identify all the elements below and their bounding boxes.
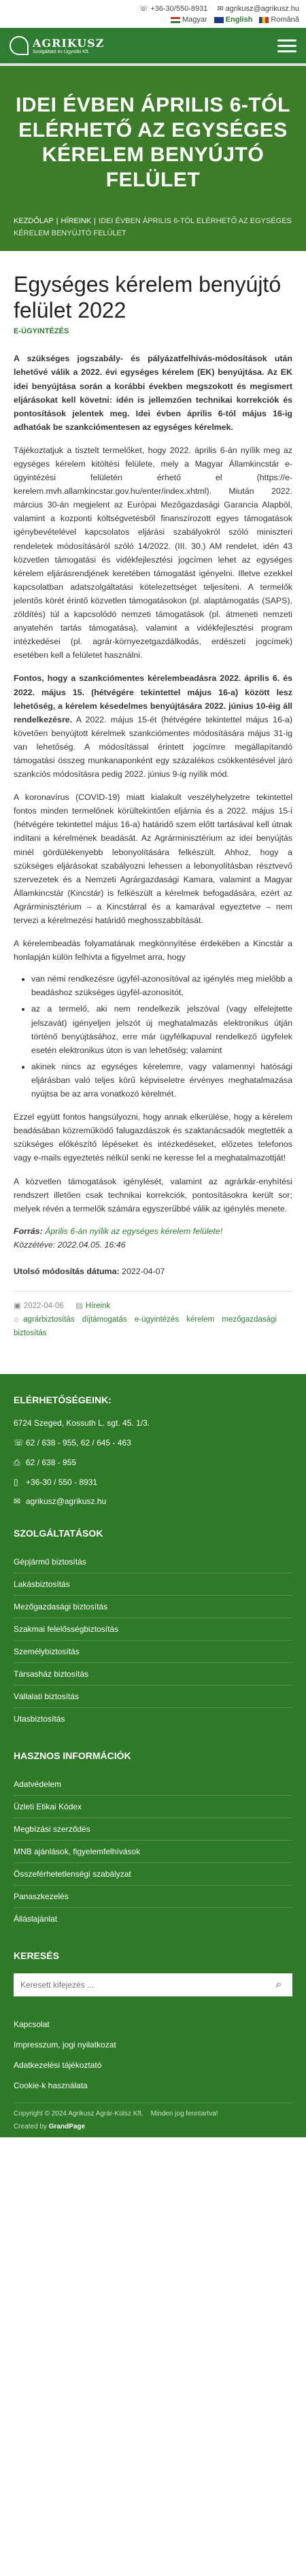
tag-icon: ⌂ <box>14 1316 18 1324</box>
article-lead: A szükséges jogszabály- és pályázatfelhívás-módosítások után lehetővé válik a 2022. évi egységes kérelem (EK) benyújtása. Az EK idei benyújtása során a korábbi években megszokott és megismert eljárásokat kell követni: idén is jellemzően technikai korrekciók és pontosítások jelentek meg. Idei évben április 6-tól május 16-ig adhatóak be szankciómentesen az egységes kérelmek. <box>14 354 292 432</box>
tag-link[interactable]: agrárbiztosítás <box>23 1316 75 1324</box>
article <box>0 251 306 1354</box>
info-link[interactable]: Megbízási szerződés <box>14 1818 292 1841</box>
search-button[interactable] <box>265 1973 292 1996</box>
email-link[interactable]: ✉ agrikusz@agrikusz.hu <box>217 5 299 13</box>
lang-english[interactable]: English <box>214 16 253 24</box>
credit-prefix: Created by <box>14 2123 47 2131</box>
fax-icon: ⎙ <box>14 1457 20 1467</box>
phone-row[interactable] <box>14 1437 292 1449</box>
article-bullet-list <box>14 972 292 1101</box>
info-link[interactable]: Üzleti Etikai Kódex <box>14 1796 292 1818</box>
list-item: • van némi rendkezésre ügyfél-azonosítóval az igénylés meg mielőbb a beadáshoz szükséges ügyfél-azonosítót, <box>31 972 292 999</box>
service-link[interactable]: Szakmai felelősségbiztosítás <box>14 1618 292 1641</box>
folder-icon: ▤ <box>75 1302 83 1311</box>
article-meta <box>14 1291 292 1340</box>
article-paragraph: A kérelembeadás folyamatának megkönnyítése érdekében a Kincstár a honlapján külön felhívta a figyelmet arra, hogy <box>14 939 292 963</box>
search-form <box>14 1973 292 1996</box>
footer-link[interactable]: Cookie-k használata <box>14 2081 88 2091</box>
fax-row[interactable] <box>14 1457 292 1469</box>
service-link[interactable]: Gépjármű biztosítás <box>14 1551 292 1573</box>
phone-text: +36-30/550-8931 <box>150 5 208 13</box>
service-link[interactable]: Társasház biztosítás <box>14 1663 292 1686</box>
list-item: • akinek nincs az egységes kérelemre, vagy valamennyi hatósági eljárásban való teljes körű képviseletre érvényes meghatalmazása nyújtsa be az arra vonatkozó kérelmét. <box>31 1060 292 1101</box>
source-label: Forrás: <box>14 1226 43 1236</box>
tag-link[interactable]: díjtámogatás <box>82 1316 127 1324</box>
article-paragraph: A közvetlen támogatások igénylését, valamint az agrárkár-enyhítési rendszert illetően csak technikai korrekciók, pontosításokra került sor; melyek révén a termelők számára egyszerűbbé válik az igénylés menete. <box>14 1176 292 1214</box>
logo-subtitle: Szolgáltató és Ügynöki Kft. <box>33 50 90 54</box>
mobile-row[interactable] <box>14 1477 292 1488</box>
phone-link[interactable]: ☏ +36-30/550-8931 <box>139 5 208 13</box>
info-link[interactable]: Összeférhetetlenségi szabályzat <box>14 1863 292 1886</box>
copyright-text: Copyright © 2024 Agrikusz Agrár-Külsz Kft. <box>14 2110 143 2118</box>
footer-link[interactable]: Impresszum, jogi nyilatkozat <box>14 2040 116 2050</box>
article-title: Egységes kérelem benyújtó felület 2022 <box>14 271 282 322</box>
phone-text: 62 / 638 - 955, 62 / 645 - 463 <box>26 1437 131 1448</box>
email-text: agrikusz@agrikusz.hu <box>225 5 299 13</box>
info-link[interactable]: Álláslajánlat <box>14 1914 58 1924</box>
tag-link[interactable]: kérelem <box>186 1316 215 1324</box>
article-paragraph: A koronavírus (COVID-19) miatt kialakult veszélyhelyzetre tekintettel fontos minden termelőnek körültekintően eljárnia és a 2022. május 15-i (hétvégére tekintettel május 16-a) határidő szem előtt tartásával kell útnak indítani a kérelmének beadását. Az Agrárminisztérium az idei benyújtás minél gördülékenyebb lebonyolítására felkészült. Ahhoz, hogy a szükséges eljárásokat szabályozni lehessen a lebonyolításban résztvevő szervezetek és a Nemzeti Agrárgazdasági Kamara, valamint a Magyar Államkincstár (Kincstár) is felkészült a kérelmek befogadására, ezért az Agrárminisztérium – a Kincstárral és a kamarával egyeztetve – nem tervezi a kérelmezési határidő meghosszabbítását. <box>14 792 292 925</box>
meta-section-link[interactable]: Híreink <box>85 1302 111 1311</box>
lang-hungarian[interactable]: Magyar <box>171 16 207 24</box>
footer-link[interactable]: Kapcsolat <box>14 2020 50 2030</box>
service-link[interactable]: Mezőgazdasági biztosítás <box>14 1596 292 1618</box>
breadcrumb-current: IDEI ÉVBEN ÁPRILIS 6-TÓL ELÉRHETŐ AZ EGYSÉGES KÉRELEM BENYÚJTÓ FELÜLET <box>14 217 292 237</box>
email-text: agrikusz@agrikusz.hu <box>26 1496 107 1507</box>
top-bar <box>0 0 306 28</box>
site-header <box>0 28 306 66</box>
address-row <box>14 1418 292 1429</box>
address-text: 6724 Szeged, Kossuth L. sgt. 45. 1/3. <box>14 1418 150 1428</box>
updated-date: 2022-04-07 <box>122 1267 165 1277</box>
info-heading: HASZNOS INFORMÁCIÓK <box>14 1750 131 1762</box>
tag-link[interactable]: mezőgazdasági biztosítás <box>14 1316 277 1337</box>
info-link[interactable]: Panaszkezelés <box>14 1886 292 1908</box>
meta-date: 2022-04-06 <box>23 1302 64 1311</box>
logo-text: AGRIKUSZ <box>33 37 105 50</box>
site-footer <box>0 1374 306 2137</box>
tag-link[interactable]: e-ügyintézés <box>134 1316 180 1324</box>
info-link[interactable]: Adatvédelem <box>14 1773 292 1796</box>
list-item: • az a termelő, aki nem rendelkezik jelszóval (vagy elfelejtette jelszavát) igényeljen jelszót új meghatalmazás elektronikus útján történő benyújtásához, erre már ügyfélkapuval rendelkező ügyfelek esetén elektronikus úton is van lehetőség; valamint <box>31 1002 292 1056</box>
credit-link[interactable]: GrandPage <box>48 2123 86 2131</box>
footer-bottom-links <box>14 2014 292 2096</box>
info-list <box>14 1773 292 1930</box>
breadcrumb-home[interactable]: KEZDŐLAP <box>14 217 54 226</box>
article-paragraph <box>14 671 292 781</box>
contact-heading: ELÉRHETŐSÉGEINK: <box>14 1394 112 1406</box>
contact-block <box>14 1418 292 1507</box>
footer-link[interactable]: Adatkezelési tájékoztató <box>14 2060 102 2071</box>
services-list <box>14 1551 292 1730</box>
lang-romanian[interactable]: Română <box>259 16 299 24</box>
published-date: 2022.04.05. 16:46 <box>57 1239 126 1250</box>
services-heading: SZOLGÁLTATÁSOK <box>14 1528 103 1539</box>
updated-info <box>14 1267 292 1276</box>
search-icon: ⌕ <box>275 1979 282 1991</box>
uk-flag-icon <box>214 17 224 23</box>
search-input[interactable] <box>14 1973 265 1996</box>
service-link[interactable]: Vállalati biztosítás <box>14 1686 292 1708</box>
mobile-icon: ▯ <box>14 1477 18 1487</box>
mobile-text: +36-30 / 550 - 8931 <box>26 1477 98 1487</box>
phone-icon: ☏ <box>14 1437 24 1448</box>
info-link[interactable]: MNB ajánlások, figyelemfelhívások <box>14 1841 292 1863</box>
updated-label: Utolsó módosítás dátuma: <box>14 1267 120 1277</box>
hungary-flag-icon <box>171 17 180 23</box>
article-source <box>14 1225 292 1252</box>
service-link[interactable]: Utasbiztosítás <box>14 1714 65 1724</box>
menu-icon[interactable] <box>277 39 296 52</box>
page-title: IDEI ÉVBEN ÁPRILIS 6-TÓL ELÉRHETŐ AZ EGYSÉGES KÉRELEM BENYÚJTÓ FELÜLET <box>16 94 290 191</box>
logo[interactable] <box>10 36 104 55</box>
romania-flag-icon <box>259 17 269 23</box>
calendar-icon: ▣ <box>14 1302 21 1311</box>
deadline-rest-text: A 2022. május 15-ét (hétvégére tekintettel május 16-a) követően benyújtott kérelmek szankciómentes módosítására május 31-ig van lehetőség. A módosítással érintett jogcímre megállapítandó támogatási összeg munkanaponként egy százalékos csökkentésével járó szankciós módosításra pedig 2022. június 9-ig nyílik mód. <box>14 714 292 780</box>
service-link[interactable]: Lakásbiztosítás <box>14 1573 292 1596</box>
page-hero <box>0 66 306 251</box>
copyright-bar <box>14 2103 292 2118</box>
email-row[interactable] <box>14 1496 292 1507</box>
breadcrumb: KEZDŐLAP | HÍREINK | IDEI ÉVBEN ÁPRILIS 6-TÓL ELÉRHETŐ AZ EGYSÉGES KÉRELEM BENYÚJTÓ FELÜLET <box>14 217 292 237</box>
fax-text: 62 / 638 - 955 <box>26 1457 77 1467</box>
email-icon: ✉ <box>14 1496 21 1507</box>
credit <box>14 2123 292 2130</box>
search-heading: KERESÉS <box>14 1950 59 1962</box>
logo-icon <box>10 36 29 55</box>
deadline-bold-text: Fontos, hogy a szankciómentes kérelembeadásra 2022. április 6. és 2022. május 15. (hétvégére tekintettel május 16-a) között lesz lehetőség, a kérelem késedelmes benyújtására 2022. június 10-éig áll rendelkezésre. <box>14 673 292 724</box>
article-paragraph: Ezzel együtt fontos hangsúlyozni, hogy annak elkerülése, hogy a kérelem beadásában közreműködő falugazdászok és szaktanácsadók megtették a szükséges előkészítő lépéseket és intézkedéseket, előzetes telefonos vagy e-mails egyeztetés nélkül senki ne keresse fel a meghatalmazottját! <box>14 1112 292 1163</box>
rights-text: Minden jog fenntartva! <box>150 2110 218 2118</box>
breadcrumb-news[interactable]: HÍREINK <box>61 217 92 226</box>
article-category[interactable]: E-ÜGYINTÉZÉS <box>14 327 69 336</box>
published-label: Közzétéve: <box>14 1239 56 1250</box>
source-link[interactable]: Április 6-án nyílik az egységes kérelem felülete! <box>45 1226 223 1236</box>
article-paragraph: Tájékoztatjuk a tisztelt termelőket, hogy 2022. április 6-án nyílik meg az egységes kérelem kitöltési felülete, mely a Magyar Államkincstár e-ügyintézési felületén érhető el (https://e-kerelem.mvh.allamkincstar.gov.hu/enter/index.xhtml). Miután 2022. március 30-án megjelent az Európai Mezőgazdasági Garancia Alapból, valamint a kozponti költségvetésből finanszírozott egyes támogatások igénybevételével kapcsolatos eljárási szabályokról szóló miniszteri rendeletek módosításáról szóló 14/2022. (III. 30.) AM rendelet, idén 43 közvetlen támogatási és vidékfejlesztési jogcímen lehet az egységes kérelem eljárásrendjének keretében támogatást igényelni. Illetve ezekkel kapcsolatban adatszolgáltatási kötelezettséget teljesíteni. A termelők jelentős körét érintő közvetlen támogatásokon (pl. alaptámogatás (SAPS), zöldítés) túl a kapcsolódó nemzeti támogatások (pl. átmeneti nemzeti anyatehén tartás támogatása), valamint a vidékfejlesztési program intézkedései (pl. agrár-környezetgazdálkodás, erdészeti jogcímek) esetében kell a felületet használni. <box>14 445 292 660</box>
service-link[interactable]: Személybiztosítás <box>14 1641 292 1663</box>
